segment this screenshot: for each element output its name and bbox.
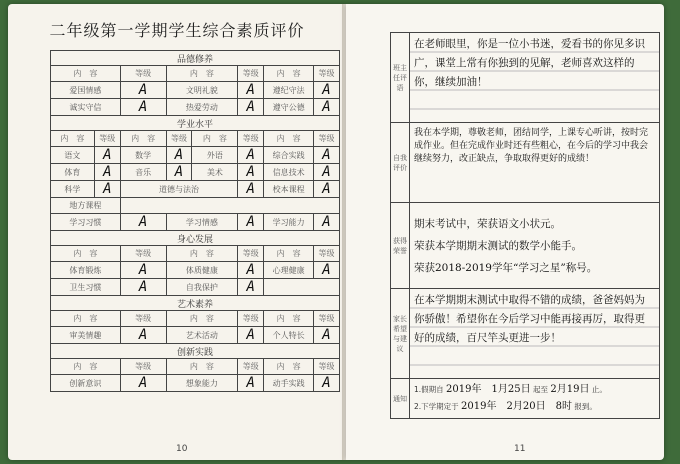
header-content: 内 容 — [166, 246, 238, 262]
left-page — [8, 4, 346, 460]
item-label: 个人特长 — [264, 327, 314, 344]
item-label: 体育锻炼 — [51, 262, 121, 279]
grade-value: A — [166, 147, 192, 164]
item-label: 美术 — [192, 164, 238, 181]
grade-value: A — [238, 327, 264, 344]
vacation-start-date: 2019年 1月25日 — [446, 384, 531, 395]
table-row — [51, 214, 340, 231]
local-course-label: 地方课程 — [51, 198, 121, 214]
table-row — [391, 289, 660, 379]
grade-value: A — [94, 147, 120, 164]
item-label: 创新意识 — [51, 375, 121, 392]
honor-item: 期末考试中，荣获语文小状元。 — [414, 218, 561, 230]
item-label: 艺术活动 — [166, 327, 238, 344]
item-label: 审美情趣 — [51, 327, 121, 344]
header-content: 内 容 — [51, 359, 121, 375]
grade-value: A — [238, 164, 264, 181]
notice-text: 报到。 — [574, 402, 597, 411]
honors-list — [410, 203, 660, 289]
section-art: 艺术素养 — [51, 296, 340, 311]
header-grade: 等级 — [120, 66, 166, 82]
grade-value: A — [120, 214, 166, 231]
grade-value: A — [314, 147, 340, 164]
header-grade: 等级 — [238, 359, 264, 375]
report-date: 2019年 2月20日 8时 — [461, 401, 572, 412]
item-label: 学习习惯 — [51, 214, 121, 231]
item-label: 遵纪守法 — [264, 82, 314, 99]
empty-cell — [264, 279, 340, 296]
table-row — [391, 33, 660, 123]
item-label: 科学 — [51, 181, 95, 198]
header-grade: 等级 — [238, 246, 264, 262]
table-row — [51, 99, 340, 116]
grade-value: A — [120, 262, 166, 279]
header-content: 内 容 — [264, 66, 314, 82]
grade-value: A — [120, 327, 166, 344]
grade-value: A — [238, 181, 264, 198]
table-row — [51, 147, 340, 164]
self-evaluation-label: 自我评价 — [391, 123, 410, 203]
grade-value: A — [314, 99, 340, 116]
notice-line-2 — [414, 398, 655, 415]
item-label: 语文 — [51, 147, 95, 164]
table-row — [51, 82, 340, 99]
header-grade: 等级 — [166, 131, 192, 147]
item-label: 诚实守信 — [51, 99, 121, 116]
item-label: 热爱劳动 — [166, 99, 238, 116]
header-content: 内 容 — [51, 131, 95, 147]
header-grade: 等级 — [238, 131, 264, 147]
item-label: 学习情感 — [166, 214, 238, 231]
header-grade: 等级 — [120, 359, 166, 375]
comments-table — [390, 32, 660, 419]
item-label: 体育 — [51, 164, 95, 181]
header-grade: 等级 — [94, 131, 120, 147]
table-row — [391, 123, 660, 203]
vacation-end-date: 2月19日 — [550, 384, 590, 395]
header-grade: 等级 — [314, 246, 340, 262]
grade-value: A — [94, 181, 120, 198]
grade-value: A — [238, 147, 264, 164]
notice-text: 2.下学期定于 — [414, 402, 459, 411]
item-label: 想象能力 — [166, 375, 238, 392]
teacher-comment-label: 班主任评语 — [391, 33, 410, 123]
item-label: 卫生习惯 — [51, 279, 121, 296]
notice-text: 起至 — [532, 385, 548, 394]
header-grade: 等级 — [238, 66, 264, 82]
table-row — [51, 181, 340, 198]
header-content: 内 容 — [264, 246, 314, 262]
grade-value: A — [314, 327, 340, 344]
honor-item: 荣获2018-2019学年“学习之星”称号。 — [414, 262, 598, 274]
item-label: 文明礼貌 — [166, 82, 238, 99]
grade-value: A — [238, 262, 264, 279]
header-content: 内 容 — [192, 131, 238, 147]
page-title: 二年级第一学期学生综合素质评价 — [49, 21, 305, 40]
header-content: 内 容 — [264, 131, 314, 147]
item-label: 音乐 — [120, 164, 166, 181]
grade-value: A — [94, 164, 120, 181]
grade-value: A — [314, 82, 340, 99]
page-number-right: 11 — [514, 444, 526, 454]
grade-value: A — [314, 262, 340, 279]
section-innovation: 创新实践 — [51, 344, 340, 359]
header-grade: 等级 — [314, 131, 340, 147]
header-grade: 等级 — [120, 311, 166, 327]
header-content: 内 容 — [166, 66, 238, 82]
section-academic: 学业水平 — [51, 116, 340, 131]
grade-value: A — [314, 375, 340, 392]
local-course-value — [120, 198, 339, 214]
header-grade: 等级 — [314, 359, 340, 375]
grade-value: A — [238, 214, 264, 231]
honor-item: 荣获本学期期末测试的数学小能手。 — [414, 240, 582, 252]
table-row — [51, 164, 340, 181]
self-evaluation: 我在本学期，尊敬老师，团结同学，上课专心听讲，按时完成作业。但在完成作业时还有些粗心，在今后的学习中我会继续努力，改正缺点，争取取得更好的成绩！ — [410, 123, 660, 203]
grade-value: A — [120, 82, 166, 99]
item-label: 校本课程 — [264, 181, 314, 198]
item-label: 遵守公德 — [264, 99, 314, 116]
table-row — [391, 379, 660, 419]
honors-label: 获得荣誉 — [391, 203, 410, 289]
section-moral: 品德修养 — [51, 51, 340, 66]
item-label: 外语 — [192, 147, 238, 164]
item-label: 体质健康 — [166, 262, 238, 279]
teacher-comment: 在老师眼里，你是一位小书迷，爱看书的你见多识广，课堂上常有你独到的见解，老师喜欢这样的你，继续加油！ — [410, 33, 660, 123]
table-row — [51, 327, 340, 344]
header-content: 内 容 — [51, 311, 121, 327]
item-label: 自我保护 — [166, 279, 238, 296]
header-grade: 等级 — [120, 246, 166, 262]
grade-value: A — [238, 99, 264, 116]
grade-value: A — [238, 82, 264, 99]
item-label: 综合实践 — [264, 147, 314, 164]
grade-value: A — [314, 214, 340, 231]
item-label: 心理健康 — [264, 262, 314, 279]
evaluation-table — [50, 50, 340, 392]
item-label: 数学 — [120, 147, 166, 164]
right-page — [346, 4, 664, 460]
header-content: 内 容 — [51, 66, 121, 82]
grade-value: A — [238, 279, 264, 296]
grade-value: A — [314, 181, 340, 198]
table-row — [51, 279, 340, 296]
grade-value: A — [238, 375, 264, 392]
header-grade: 等级 — [238, 311, 264, 327]
grade-value: A — [120, 279, 166, 296]
header-content: 内 容 — [166, 359, 238, 375]
item-label: 爱国情感 — [51, 82, 121, 99]
item-label: 信息技术 — [264, 164, 314, 181]
grade-value: A — [120, 99, 166, 116]
header-content: 内 容 — [264, 359, 314, 375]
header-grade: 等级 — [314, 66, 340, 82]
grade-value: A — [314, 164, 340, 181]
header-content: 内 容 — [51, 246, 121, 262]
notice-text: 1.假期自 — [414, 385, 444, 394]
table-row — [51, 262, 340, 279]
parent-comment: 在本学期期末测试中取得不错的成绩，爸爸妈妈为你骄傲！希望你在今后学习中能再接再厉，取得更好的成绩，百尺竿头更进一步！ — [410, 289, 660, 379]
grade-value: A — [120, 375, 166, 392]
notice-label: 通知 — [391, 379, 410, 419]
section-physical: 身心发展 — [51, 231, 340, 246]
notice-line-1 — [414, 381, 655, 398]
header-content: 内 容 — [166, 311, 238, 327]
header-content: 内 容 — [264, 311, 314, 327]
item-label: 动手实践 — [264, 375, 314, 392]
notice-text: 止。 — [591, 385, 607, 394]
header-content: 内 容 — [120, 131, 166, 147]
parent-comment-label: 家长希望与建议 — [391, 289, 410, 379]
page-number-left: 10 — [176, 444, 188, 454]
grade-value: A — [166, 164, 192, 181]
item-label: 道德与法治 — [120, 181, 238, 198]
table-row — [391, 203, 660, 289]
table-row — [51, 198, 340, 214]
header-grade: 等级 — [314, 311, 340, 327]
notice-body — [410, 379, 660, 419]
table-row — [51, 375, 340, 392]
item-label: 学习能力 — [264, 214, 314, 231]
